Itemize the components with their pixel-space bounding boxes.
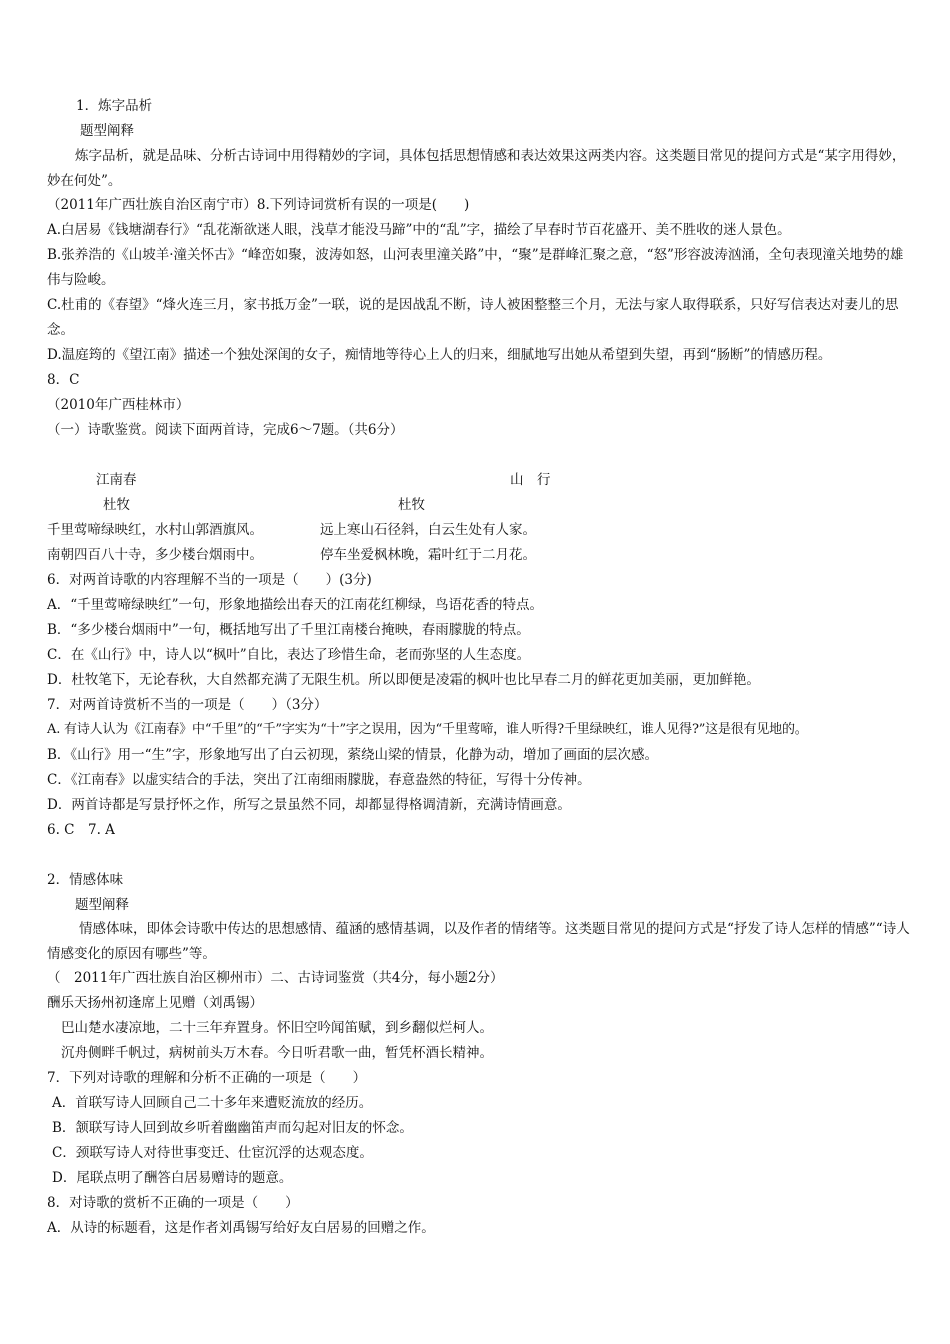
q7-stem: 7．对两首诗赏析不当的一项是（ ）（3分）: [47, 697, 328, 713]
q8-option-d: D.温庭筠的《望江南》描述一个独处深闺的女子，痴情地等待心上人的归来，细腻地写出她从希望到失望，再到“肠断”的情感历程。: [47, 347, 832, 363]
q8-option-b: B.张养浩的《山坡羊·潼关怀古》“峰峦如聚，波涛如怒，山河表里潼关路”中，“聚”是群峰汇聚之意，“怒”形容波涛汹涌，全句表现潼关地势的雄伟与险峻。: [47, 247, 904, 288]
q6-stem: 6．对两首诗歌的内容理解不当的一项是（ ）(3分): [47, 572, 372, 588]
poem2-line1: 远上寒山石径斜，白云生处有人家。: [320, 522, 536, 538]
q7-option-c: C．《江南春》以虚实结合的手法，突出了江南细雨朦胧，春意盎然的特征，写得十分传神。: [47, 772, 591, 788]
q7-option-d: D．两首诗都是写景抒怀之作，所写之景虽然不同，却都显得格调清新，充满诗情画意。: [47, 797, 571, 813]
source-2010: （2010年广西桂林市）: [47, 397, 190, 413]
poem1-author: 杜牧: [103, 497, 130, 513]
poem3-line1: 巴山楚水凄凉地，二十三年弃置身。怀旧空吟闻笛赋，到乡翻似烂柯人。: [61, 1020, 493, 1036]
section1-subtitle: 题型阐释: [80, 123, 134, 139]
poem2-line2: 停车坐爱枫林晚，霜叶红于二月花。: [320, 547, 536, 563]
s2-q7-option-c: C．颈联写诗人对待世事变迁、仕宦沉浮的达观态度。: [52, 1145, 373, 1161]
s2-q7-option-d: D．尾联点明了酬答白居易赠诗的题意。: [52, 1170, 293, 1186]
q8-answer: 8．C: [47, 372, 80, 388]
q7-option-b: B．《山行》用一“生”字，形象地写出了白云初现，萦绕山梁的情景，化静为动，增加了画面的层次感。: [47, 747, 658, 763]
s2-q8-stem: 8．对诗歌的赏析不正确的一项是（ ）: [47, 1195, 299, 1211]
section2-intro: 情感体味，即体会诗歌中传达的思想感情、蕴涵的感情基调，以及作者的情绪等。这类题目常见的提问方式是“抒发了诗人怎样的情感”“诗人情感变化的原因有哪些”等。: [47, 921, 910, 962]
poem1-line1: 千里莺啼绿映红，水村山郭酒旗风。: [47, 522, 263, 538]
poem1-line2: 南朝四百八十寺，多少楼台烟雨中。: [47, 547, 263, 563]
part1-instructions: （一）诗歌鉴赏。阅读下面两首诗，完成6～7题。（共6分）: [47, 422, 404, 438]
section2-source: （ 2011年广西壮族自治区柳州市）二、古诗词鉴赏（共4分，每小题2分）: [47, 970, 504, 986]
poem3-title: 酬乐天扬州初逢席上见赠（刘禹锡）: [47, 995, 263, 1011]
poem1-title: 江南春: [96, 472, 137, 488]
q8-option-c: C.杜甫的《春望》“烽火连三月，家书抵万金”一联，说的是因战乱不断，诗人被困整整三个月，无法与家人取得联系，只好写信表达对妻儿的思念。: [47, 297, 899, 338]
poem2-title: 山 行: [510, 472, 551, 488]
poem2-author: 杜牧: [398, 497, 425, 513]
section1-intro: 炼字品析，就是品味、分析古诗词中用得精妙的字词，具体包括思想情感和表达效果这两类内容。这类题目常见的提问方式是“某字用得妙，妙在何处”。: [47, 148, 906, 189]
poem3-line2: 沉舟侧畔千帆过，病树前头万木春。今日听君歌一曲，暂凭杯酒长精神。: [61, 1045, 493, 1061]
s2-q7-option-b: B．颔联写诗人回到故乡听着幽幽笛声而勾起对旧友的怀念。: [52, 1120, 413, 1136]
answers-6-7: 6. C 7. A: [47, 822, 115, 838]
q6-option-a: A．“千里莺啼绿映红”一句，形象地描绘出春天的江南花红柳绿，鸟语花香的特点。: [47, 597, 544, 613]
q6-option-b: B．“多少楼台烟雨中”一句，概括地写出了千里江南楼台掩映，春雨朦胧的特点。: [47, 622, 530, 638]
q6-option-d: D．杜牧笔下，无论春秋，大自然都充满了无限生机。所以即便是凌霜的枫叶也比早春二月的鲜花更加美丽，更加鲜艳。: [47, 672, 760, 688]
s2-q7-stem: 7．下列对诗歌的理解和分析不正确的一项是（ ）: [47, 1070, 367, 1086]
section2-subtitle: 题型阐释: [75, 897, 129, 913]
q8-option-a: A.白居易《钱塘湖春行》“乱花渐欲迷人眼，浅草才能没马蹄”中的“乱”字，描绘了早春时节百花盛开、美不胜收的迷人景色。: [47, 222, 791, 238]
q8-source: （2011年广西壮族自治区南宁市）8.下列诗词赏析有误的一项是( ): [47, 197, 470, 213]
q6-option-c: C．在《山行》中，诗人以“枫叶”自比，表达了珍惜生命，老而弥坚的人生态度。: [47, 647, 531, 663]
s2-q8-option-a: A．从诗的标题看，这是作者刘禹锡写给好友白居易的回赠之作。: [47, 1220, 435, 1236]
s2-q7-option-a: A．首联写诗人回顾自己二十多年来遭贬流放的经历。: [52, 1095, 373, 1111]
section2-title: 2．情感体味: [47, 872, 124, 888]
section1-title: 1．炼字品析: [76, 98, 153, 114]
q7-option-a: A. 有诗人认为《江南春》中“千里”的“千”字实为“十”字之误用，因为“千里莺啼，谁人听得?千里绿映红，谁人见得?”这是很有见地的。: [47, 722, 808, 737]
